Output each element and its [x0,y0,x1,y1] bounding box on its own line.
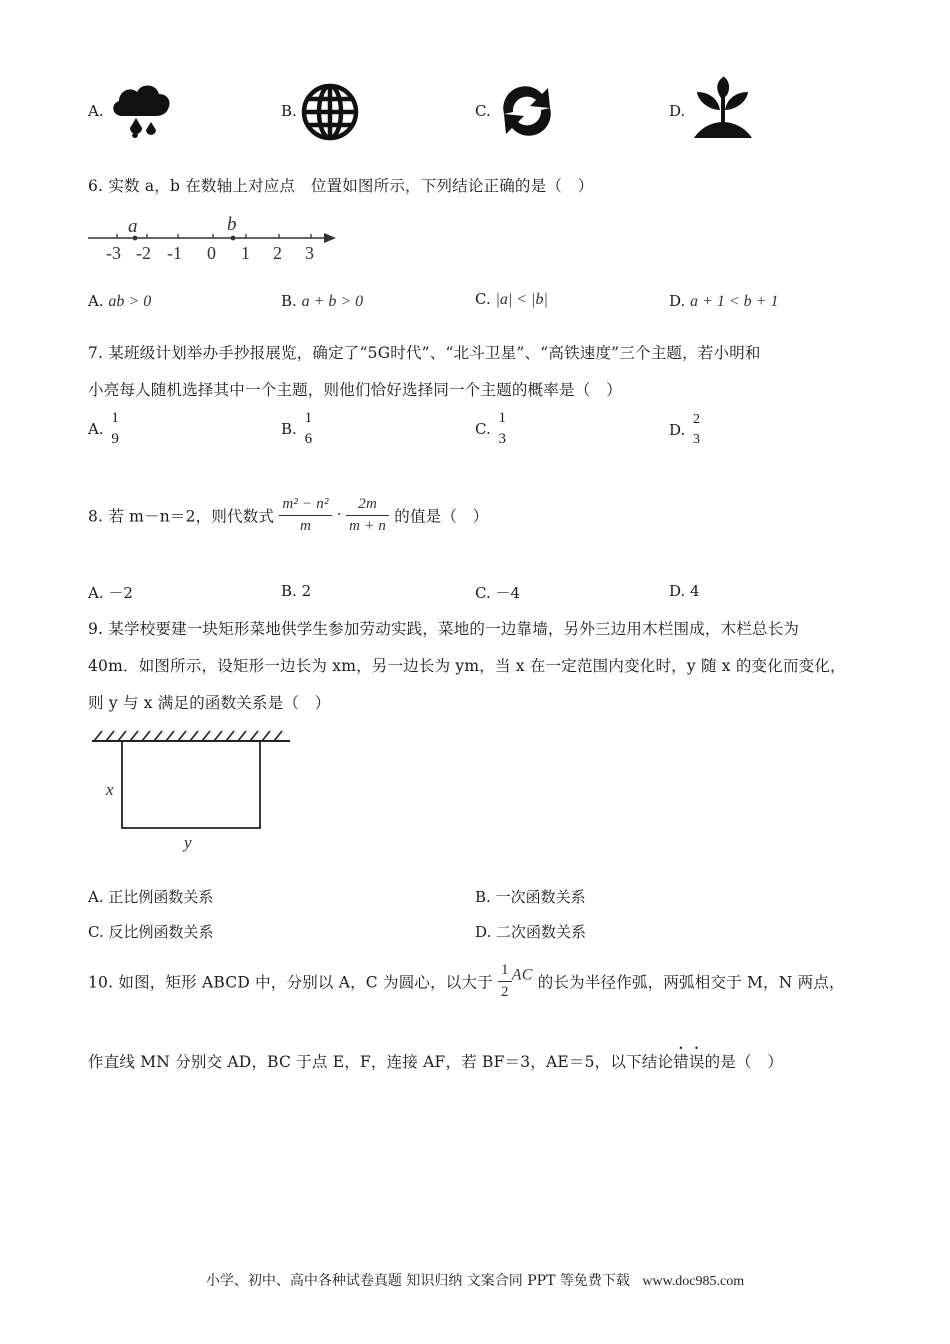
q6-option-expr: a + b > 0 [301,293,364,310]
q8-option-b: B. 2 [281,582,312,600]
q6-option-label: B. [281,292,297,310]
q6-option-d [669,292,778,311]
q9-option-b: B. 一次函数关系 [475,888,586,906]
q6-tick-label: -1 [167,243,182,263]
q5-option-c-label: C. [475,102,491,120]
q6-option-label: A. [88,292,104,310]
q9-option-c: C. 反比例函数关系 [88,923,214,941]
q5-option-d-label: D. [669,102,686,120]
q9-option-d: D. 二次函数关系 [475,923,587,941]
q7-option-a [88,410,122,448]
q7-option-label: A. [88,420,104,438]
q6-option-expr: |a| < |b| [495,291,548,308]
footer-text: 小学、初中、高中各种试卷真题 知识归纳 文案合同 PPT 等免费下载 [205,1273,630,1289]
sprout-icon [692,74,754,140]
q8-suffix: 的值是（ ） [394,507,489,526]
q7-option-label: D. [669,421,686,439]
q10-frac-after: AC [511,966,533,984]
q7-option-fraction: 1 9 [111,410,119,447]
q8-prefix: 8. 若 m－n＝2，则代数式 [88,507,275,526]
q9-label-x: x [106,780,114,799]
recycle-arrows-icon [494,80,560,142]
q8-option-d: D. 4 [669,582,700,600]
q9-garden-figure [86,726,296,856]
q6-label-a: a [128,216,138,237]
q6-option-expr: ab > 0 [108,293,152,310]
q7-option-label: C. [475,420,491,438]
q9-option-a: A. 正比例函数关系 [88,888,214,906]
q10-part-1: 10. 如图，矩形 ABCD 中，分别以 A，C 为圆心，以大于 [88,973,493,992]
cloud-rain-icon [108,80,174,140]
q7-option-d [669,412,703,448]
q8-option-c: C. －4 [475,584,521,602]
q7-option-fraction: 2 3 [693,412,701,447]
q7-option-c [475,410,509,448]
q7-option-label: B. [281,420,297,438]
q6-number-line [86,214,346,266]
q7-line-2: 小亮每人随机选择其中一个主题，则他们恰好选择同一个主题的概率是（ ） [88,381,622,399]
q6-tick-label: 0 [207,243,216,263]
q6-tick-label: 3 [305,243,314,263]
q6-tick-label: 1 [241,243,250,263]
q7-option-fraction: 1 3 [498,410,506,447]
q6-stem: 6. 实数 a，b 在数轴上对应点 位置如图所示，下列结论正确的是（ ） [88,177,594,195]
q9-line-2: 40m．如图所示，设矩形一边长为 xm，另一边长为 ym，当 x 在一定范围内变化时，y 随 x 的变化而变化， [88,657,846,675]
q10-fraction: $\frac{1}{2}$ [498,962,512,1001]
q6-label-b: b [227,214,237,235]
page-footer [0,1270,950,1290]
q6-tick-label: 2 [273,243,282,263]
q9-label-y: y [184,833,192,852]
q8-dot: · [336,506,342,524]
q6-option-b [281,292,363,311]
q6-option-c [475,290,548,309]
q8-stem [88,496,488,535]
q7-option-fraction: 1 6 [304,410,313,447]
q9-line-1: 9. 某学校要建一块矩形菜地供学生参加劳动实践，菜地的一边靠墙，另外三边用木栏围成，木栏总长为 [88,620,800,638]
q7-line-1: 7. 某班级计划举办手抄报展览，确定了“5G时代”、“北斗卫星”、“高铁速度”三个主题，若小明和 [88,344,761,362]
q5-option-a-label: A. [88,102,104,120]
q6-tick-label: -3 [106,243,121,263]
q8-option-a: A. －2 [88,584,133,602]
q6-option-label: D. [669,292,686,310]
footer-url[interactable]: www.doc985.com [642,1274,745,1289]
q7-option-b [281,410,315,448]
globe-icon [300,82,360,142]
q6-option-expr: a + 1 < b + 1 [690,293,779,310]
q10-emphasis: 错误 [673,1053,705,1071]
q6-tick-label: -2 [136,243,151,263]
q6-option-label: C. [475,290,491,308]
q10-line-2-before: 作直线 MN 分别交 AD，BC 于点 E，F，连接 AF，若 BF＝3，AE＝5，以下结论 [88,1053,674,1071]
q10-line-2-after: 的是（ ） [704,1053,784,1071]
q6-option-a [88,292,151,311]
q9-line-3: 则 y 与 x 满足的函数关系是（ ） [88,694,331,712]
q10-part-2: 的长为半径作弧，两弧相交于 M，N 两点， [537,973,845,992]
q8-fraction-2: $\frac{2m}{m + n}$ [346,496,389,535]
q10-line-1 [88,962,845,1001]
q10-line-2 [88,1044,783,1072]
q6-point-b [231,236,236,241]
q8-fraction-1: $\frac{\text{m² − n²}}{m}$ [279,496,331,535]
q5-option-b-label: B. [281,102,297,120]
